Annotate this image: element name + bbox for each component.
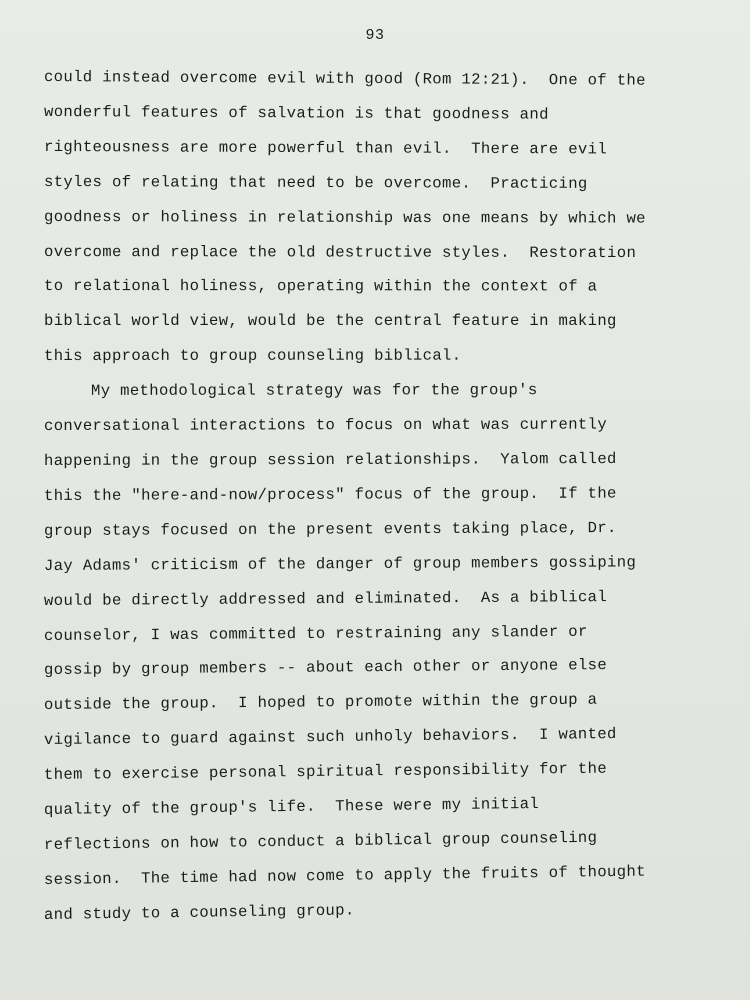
body-text [44,60,724,933]
text-line: vigilance to guard against such unholy behaviors. I wanted [43,725,617,750]
text-line: Jay Adams' criticism of the danger of group members gossiping [43,553,637,575]
text-line: session. The time had now come to apply the fruits of thought [43,862,646,889]
text-line: conversational interactions to focus on what was currently [43,415,608,436]
text-line: this approach to group counseling biblical. [43,346,462,366]
text-line: goodness or holiness in relationship was one means by which we [43,207,646,228]
text-line: biblical world view, would be the central feature in making [44,312,617,331]
text-line: styles of relating that need to be overcome. Practicing [43,172,588,193]
text-line: to relational holiness, operating within the context of a [43,277,598,296]
text-line: outside the group. I hoped to promote within the group a [43,691,598,715]
text-line: happening in the group session relationships. Yalom called [43,449,617,470]
text-line: wonderful features of salvation is that goodness and [43,102,549,124]
text-line: would be directly addressed and eliminated. As a biblical [43,587,608,610]
text-line: overcome and replace the old destructive styles. Restoration [43,242,637,262]
text-line: and study to a counseling group. [43,901,355,924]
text-line: gossip by group members -- about each other or anyone else [43,656,608,680]
text-line: group stays focused on the present events taking place, Dr. [43,518,617,540]
text-line: quality of the group's life. These were my initial [43,794,540,820]
text-line: could instead overcome evil with good (Rom 12:21). One of the [43,68,646,90]
text-line: this the "here-and-now/process" focus of the group. If the [43,484,617,505]
text-line: righteousness are more powerful than evil. There are evil [43,137,608,159]
text-line: them to exercise personal spiritual responsibility for the [43,759,608,785]
text-line: reflections on how to conduct a biblical group counseling [43,828,598,854]
page-number: 93 [365,27,385,44]
text-line: counselor, I was committed to restraining any slander or [43,622,588,645]
text-line: My methodological strategy was for the group's [90,381,538,401]
